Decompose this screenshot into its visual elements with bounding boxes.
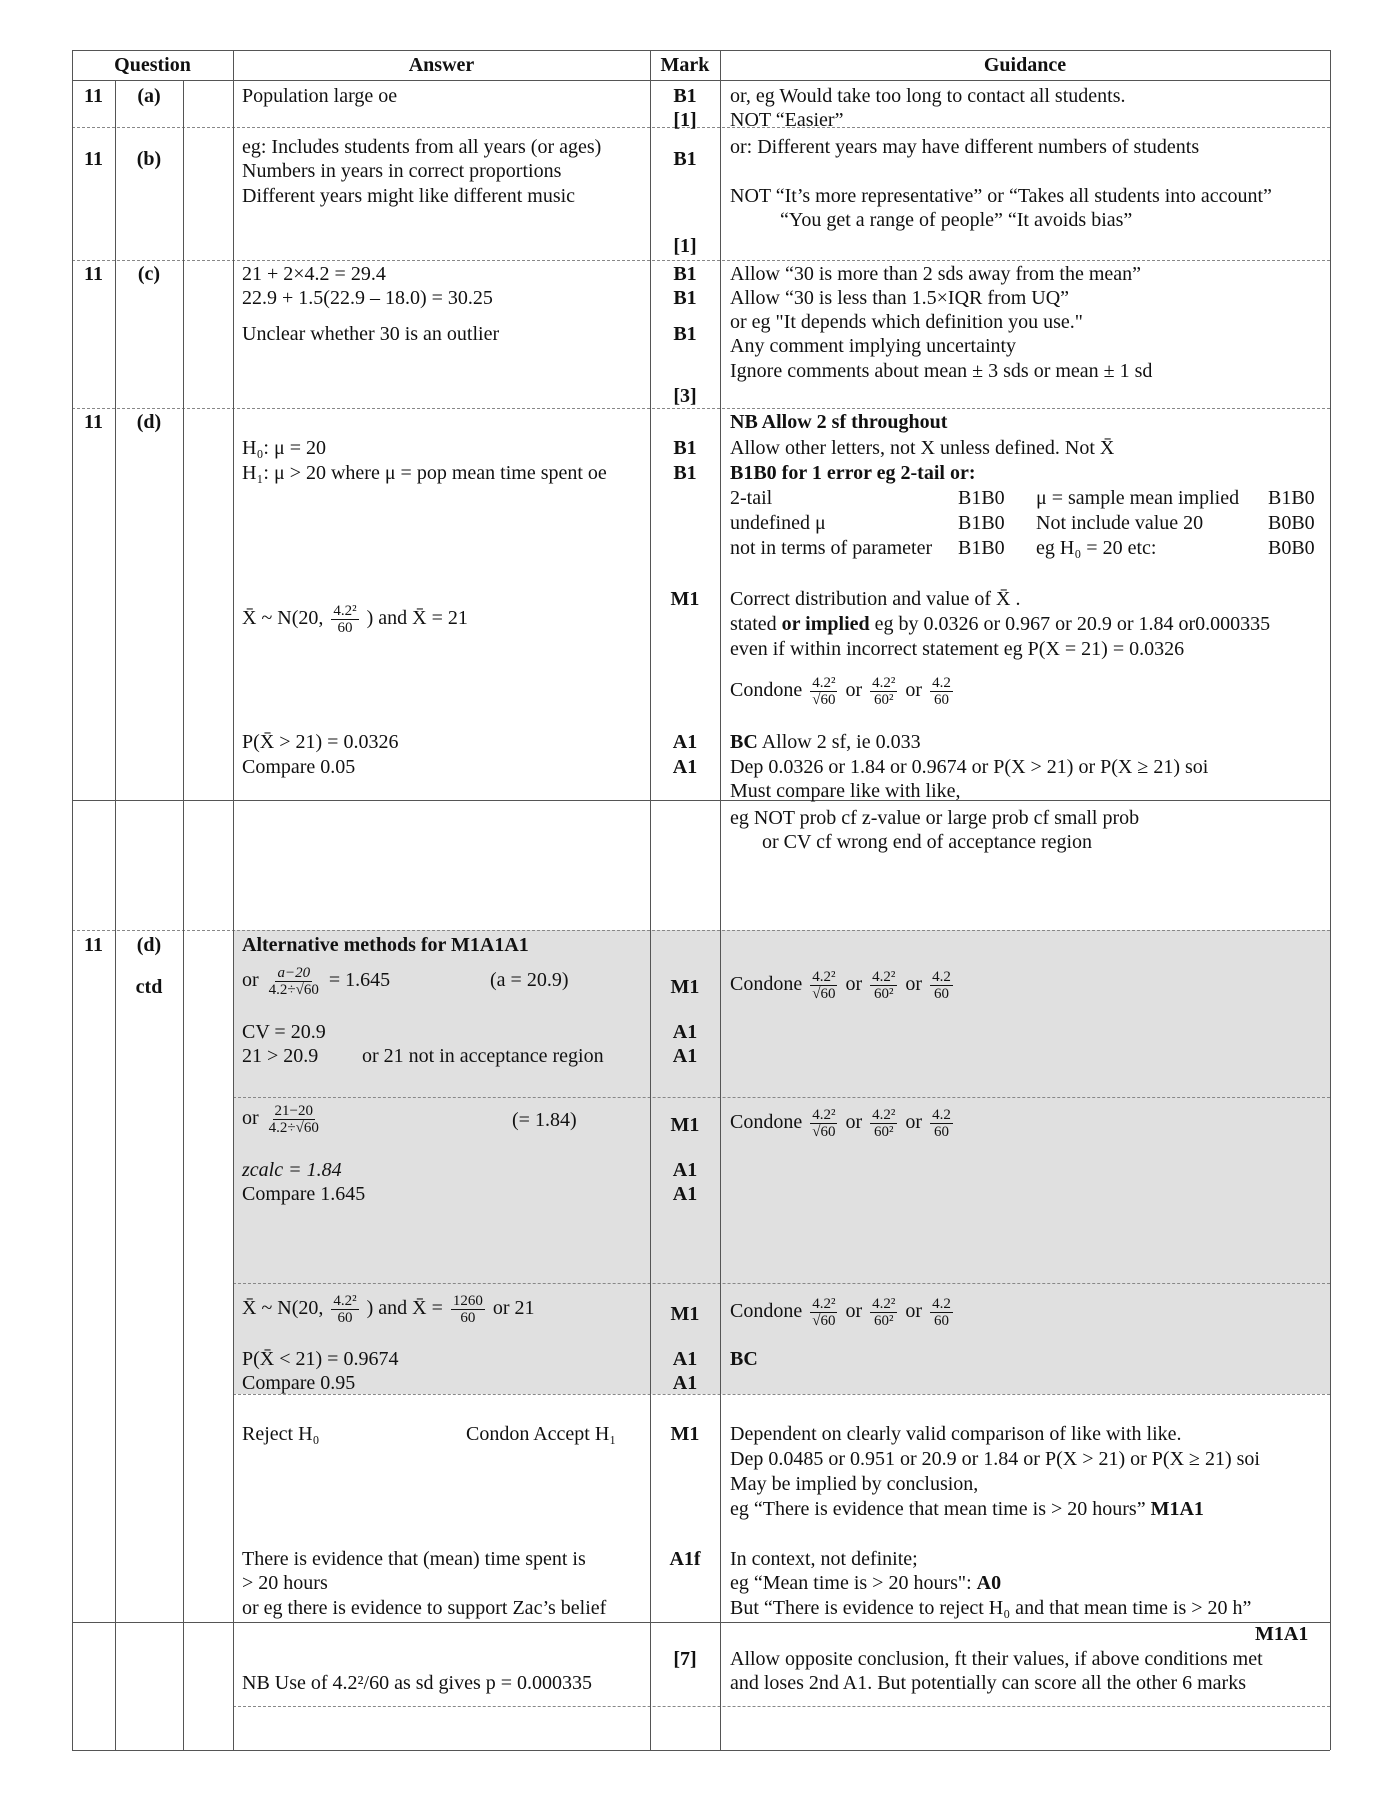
- dist-den: 60: [337, 619, 353, 636]
- or-text: or: [905, 1111, 923, 1133]
- guidance-text: In context, not definite;: [730, 1548, 918, 1570]
- rule: [72, 1750, 1330, 1751]
- guidance-text: But “There is evidence to reject H₀ and that mean time is > 20 h”: [730, 1597, 1252, 1619]
- question-number: 11: [84, 411, 103, 433]
- condone-frac-2: [870, 969, 897, 1002]
- guidance-text: [730, 612, 1270, 636]
- answer-text: Compare 0.95: [242, 1372, 356, 1394]
- col-line: [233, 50, 234, 1750]
- guidance-text: Allow opposite conclusion, ft their values, if above conditions met: [730, 1648, 1263, 1670]
- mark-total: [7]: [673, 1648, 697, 1670]
- answer-text: Condon Accept H₁: [466, 1423, 617, 1445]
- guidance-text: B1B0: [958, 512, 1005, 534]
- m3-fraction-1: [331, 1293, 358, 1326]
- question-part: (c): [137, 263, 161, 285]
- condone-frac-2: [870, 1107, 897, 1140]
- alt-method-3: [242, 1290, 535, 1326]
- frac-den: 60: [337, 1309, 353, 1326]
- condone-frac-3: [930, 1107, 953, 1140]
- answer-text: 22.9 + 1.5(22.9 – 18.0) = 30.25: [242, 287, 493, 309]
- col-line: [115, 80, 116, 1750]
- condone-label: Condone: [730, 1111, 803, 1133]
- guidance-text: Allow “30 is more than 2 sds away from the mean”: [730, 263, 1142, 285]
- frac-den: 4.2÷√60: [268, 1119, 319, 1136]
- guidance-text: or eg "It depends which definition you use.": [730, 311, 1083, 333]
- frac-den: 60: [933, 1312, 949, 1329]
- answer-text: P(X̄ < 21) = 0.9674: [242, 1348, 399, 1370]
- mark-total: [1]: [673, 235, 697, 257]
- mark: B1: [673, 85, 697, 107]
- guidance-text: Must compare like with like,: [730, 780, 961, 802]
- separator: [72, 260, 1330, 261]
- col-line: [183, 80, 184, 1750]
- frac-den: √60: [812, 985, 836, 1002]
- guidance-text: eg H₀ = 20 etc:: [1036, 537, 1157, 559]
- guidance-text: undefined μ: [730, 512, 826, 534]
- dist-pre: X̄ ~ N(20,: [242, 607, 324, 629]
- guidance-text: Any comment implying uncertainty: [730, 335, 1017, 357]
- guidance-text: Dependent on clearly valid comparison of like with like.: [730, 1423, 1182, 1445]
- or-text: or: [242, 969, 259, 991]
- m1-fraction: [267, 965, 321, 998]
- guidance-text: NB Allow 2 sf throughout: [730, 411, 948, 433]
- guidance-text: 2-tail: [730, 487, 773, 509]
- frac-num: a−20: [277, 964, 311, 981]
- alt-method-1: [242, 962, 390, 998]
- stated-post: eg by 0.0326 or 0.967 or 20.9 or 1.84 or0.000335: [869, 613, 1271, 635]
- question-number: 11: [84, 85, 103, 107]
- guidance-text: [730, 730, 921, 754]
- frac-num: 4.2²: [872, 1295, 896, 1312]
- rule: [72, 800, 1330, 801]
- answer-text: eg: Includes students from all years (or ages): [242, 136, 602, 158]
- frac-den: 60²: [874, 691, 894, 708]
- m2-fraction: [267, 1103, 321, 1136]
- or-text: or: [905, 679, 923, 701]
- answer-text: or eg there is evidence to support Zac’s belief: [242, 1597, 607, 1619]
- separator: [233, 1097, 1330, 1098]
- mark-total: [1]: [673, 109, 697, 131]
- frac-num: 4.2²: [812, 674, 836, 691]
- mark: A1: [672, 731, 698, 753]
- condone-frac-3: [930, 675, 953, 708]
- condone-frac-1: [810, 969, 837, 1002]
- question-part: (d): [136, 411, 162, 433]
- question-number: 11: [84, 934, 103, 956]
- guidance-text: NOT “Easier”: [730, 109, 844, 131]
- question-part: (b): [136, 148, 162, 170]
- col-line: [720, 50, 721, 1750]
- guidance-text: B0B0: [1268, 512, 1315, 534]
- m1-eq: = 1.645: [328, 969, 391, 991]
- col-line: [1330, 50, 1331, 1750]
- frac-num: 4.2²: [333, 1292, 357, 1309]
- bc-text: Allow 2 sf, ie 0.033: [757, 731, 921, 753]
- or-text: or: [845, 1300, 863, 1322]
- answer-text: > 20 hours: [242, 1572, 328, 1594]
- frac-num: 4.2²: [812, 1295, 836, 1312]
- mark: A1: [672, 1159, 698, 1181]
- stated-bold: or implied: [781, 613, 870, 635]
- condone-frac-1: [810, 675, 837, 708]
- frac-num: 4.2²: [872, 968, 896, 985]
- answer-text: Compare 0.05: [242, 756, 356, 778]
- guidance-text: not in terms of parameter: [730, 537, 933, 559]
- mark: B1: [673, 287, 697, 309]
- dist-fraction: [331, 603, 358, 636]
- dist-post: ) and X̄ = 21: [366, 607, 468, 629]
- mark: M1: [670, 588, 700, 610]
- or-text: or: [845, 1111, 863, 1133]
- frac-num: 4.2²: [812, 1106, 836, 1123]
- condone-line: [730, 1293, 956, 1329]
- m3-post: or 21: [492, 1297, 535, 1319]
- answer-text: Unclear whether 30 is an outlier: [242, 323, 500, 345]
- frac-den: 60: [933, 985, 949, 1002]
- frac-num: 4.2: [932, 968, 951, 985]
- frac-den: √60: [812, 1123, 836, 1140]
- eg-mark: M1A1: [1150, 1498, 1204, 1520]
- mark: B1: [673, 462, 697, 484]
- col-line: [72, 50, 73, 1750]
- question-ctd: ctd: [135, 976, 163, 998]
- m1-note: (a = 20.9): [490, 969, 569, 991]
- answer-text: CV = 20.9: [242, 1021, 326, 1043]
- separator: [233, 1394, 1330, 1395]
- mark: M1: [670, 1423, 700, 1445]
- guidance-text: May be implied by conclusion,: [730, 1473, 979, 1495]
- condone-frac-1: [810, 1296, 837, 1329]
- frac-num: 4.2: [932, 674, 951, 691]
- frac-num: 1260: [452, 1292, 483, 1309]
- mark: B1: [673, 323, 697, 345]
- answer-text: P(X̄ > 21) = 0.0326: [242, 731, 399, 753]
- mark: A1: [672, 1183, 698, 1205]
- separator: [233, 1283, 1330, 1284]
- separator: [72, 408, 1330, 409]
- mark: A1f: [669, 1548, 701, 1570]
- answer-text: H₁: μ > 20 where μ = pop mean time spent oe: [242, 462, 607, 484]
- eg-mark: A0: [976, 1572, 1002, 1594]
- guidance-text: [730, 1571, 1001, 1595]
- stated-pre: stated: [730, 613, 782, 635]
- condone-frac-1: [810, 1107, 837, 1140]
- m3-fraction-2: [451, 1293, 485, 1326]
- guidance-text: B1B0 for 1 error eg 2-tail or:: [730, 462, 976, 484]
- guidance-text: [730, 1497, 1204, 1521]
- condone-frac-3: [930, 1296, 953, 1329]
- guidance-text: B1B0: [958, 537, 1005, 559]
- header-guidance: Guidance: [983, 54, 1067, 76]
- guidance-text: B1B0: [958, 487, 1005, 509]
- mark: M1: [670, 1303, 700, 1325]
- condone-frac-2: [870, 675, 897, 708]
- guidance-text: Correct distribution and value of X̄ .: [730, 588, 1021, 610]
- separator: [72, 930, 1330, 931]
- question-number: 11: [84, 148, 103, 170]
- header-answer: Answer: [408, 54, 475, 76]
- mark: M1: [670, 976, 700, 998]
- answer-text: H₀: μ = 20: [242, 437, 326, 459]
- guidance-text: or, eg Would take too long to contact all students.: [730, 85, 1126, 107]
- answer-text: Different years might like different music: [242, 185, 576, 207]
- mark: M1: [670, 1114, 700, 1136]
- guidance-mark: M1A1: [1255, 1623, 1309, 1645]
- guidance-text: even if within incorrect statement eg P(X = 21) = 0.0326: [730, 638, 1185, 660]
- or-text: or: [905, 973, 923, 995]
- or-text: or: [242, 1107, 259, 1129]
- mark: A1: [672, 1372, 698, 1394]
- mark: B1: [673, 148, 697, 170]
- eg-text: eg “Mean time is > 20 hours":: [730, 1572, 977, 1594]
- question-part: (a): [137, 85, 161, 107]
- frac-num: 4.2: [932, 1295, 951, 1312]
- condone-frac-2: [870, 1296, 897, 1329]
- guidance-text: Allow other letters, not X unless defined. Not X̄: [730, 437, 1115, 459]
- frac-den: 4.2÷√60: [268, 981, 319, 998]
- guidance-text: BC: [730, 1348, 758, 1370]
- answer-text: Population large oe: [242, 85, 398, 107]
- answer-text: or 21 not in acceptance region: [362, 1045, 604, 1067]
- frac-den: 60: [933, 1123, 949, 1140]
- condone-frac-3: [930, 969, 953, 1002]
- frac-den: √60: [812, 1312, 836, 1329]
- answer-text: zcalc = 1.84: [242, 1159, 342, 1181]
- frac-den: 60²: [874, 1123, 894, 1140]
- guidance-text: B1B0: [1268, 487, 1315, 509]
- frac-num: 4.2²: [872, 1106, 896, 1123]
- guidance-text: B0B0: [1268, 537, 1315, 559]
- frac-num: 4.2²: [812, 968, 836, 985]
- answer-text: 21 + 2×4.2 = 29.4: [242, 263, 386, 285]
- mark: A1: [672, 1045, 698, 1067]
- guidance-text: μ = sample mean implied: [1036, 487, 1240, 509]
- guidance-text: eg NOT prob cf z-value or large prob cf small prob: [730, 807, 1140, 829]
- frac-num: 4.2²: [872, 674, 896, 691]
- condone-label: Condone: [730, 679, 803, 701]
- guidance-text: Not include value 20: [1036, 512, 1204, 534]
- header-question: Question: [114, 54, 191, 76]
- rule: [72, 1622, 1330, 1623]
- condone-line: [730, 672, 956, 708]
- m2-note: (= 1.84): [512, 1109, 577, 1131]
- or-text: or: [905, 1300, 923, 1322]
- separator: [233, 1706, 1330, 1707]
- answer-text: There is evidence that (mean) time spent is: [242, 1548, 586, 1570]
- guidance-text: “You get a range of people” “It avoids bias”: [780, 209, 1133, 231]
- guidance-text: Dep 0.0326 or 1.84 or 0.9674 or P(X > 21) or P(X ≥ 21) soi: [730, 756, 1209, 778]
- alt-method-2: [242, 1100, 324, 1136]
- answer-text: 21 > 20.9: [242, 1045, 319, 1067]
- mark: A1: [672, 1348, 698, 1370]
- frac-num: 4.2: [932, 1106, 951, 1123]
- guidance-text: NOT “It’s more representative” or “Takes all students into account”: [730, 185, 1272, 207]
- eg-text: eg “There is evidence that mean time is > 20 hours”: [730, 1498, 1146, 1520]
- mark-total: [3]: [673, 385, 697, 407]
- guidance-text: Ignore comments about mean ± 3 sds or mean ± 1 sd: [730, 360, 1153, 382]
- guidance-text: Allow “30 is less than 1.5×IQR from UQ”: [730, 287, 1070, 309]
- guidance-text: and loses 2nd A1. But potentially can score all the other 6 marks: [730, 1672, 1246, 1694]
- rule: [72, 80, 1330, 81]
- answer-text: Compare 1.645: [242, 1183, 366, 1205]
- condone-label: Condone: [730, 973, 803, 995]
- frac-den: 60: [460, 1309, 476, 1326]
- m3-mid: ) and X̄ =: [366, 1297, 443, 1319]
- or-text: or: [845, 973, 863, 995]
- question-part: (d): [136, 934, 162, 956]
- guidance-text: or: Different years may have different numbers of students: [730, 136, 1200, 158]
- condone-line: [730, 1104, 956, 1140]
- condone-label: Condone: [730, 1300, 803, 1322]
- answer-text: Numbers in years in correct proportions: [242, 160, 562, 182]
- guidance-text: Dep 0.0485 or 0.951 or 20.9 or 1.84 or P(X > 21) or P(X ≥ 21) soi: [730, 1448, 1260, 1470]
- or-text: or: [845, 679, 863, 701]
- answer-text: NB Use of 4.2²/60 as sd gives p = 0.000335: [242, 1672, 593, 1694]
- condone-line: [730, 966, 956, 1002]
- frac-den: 60: [933, 691, 949, 708]
- mark: A1: [672, 756, 698, 778]
- mark: B1: [673, 263, 697, 285]
- frac-num: 21−20: [274, 1102, 314, 1119]
- frac-den: 60²: [874, 985, 894, 1002]
- frac-den: 60²: [874, 1312, 894, 1329]
- header-mark: Mark: [660, 54, 710, 76]
- bc-bold: BC: [730, 731, 758, 753]
- dist-num: 4.2²: [333, 602, 357, 619]
- frac-den: √60: [812, 691, 836, 708]
- answer-text: Reject H₀: [242, 1423, 320, 1445]
- answer-distribution: [242, 600, 468, 636]
- guidance-text: or CV cf wrong end of acceptance region: [762, 831, 1093, 853]
- alt-title: Alternative methods for M1A1A1: [242, 934, 529, 956]
- rule: [72, 50, 1330, 51]
- m3-pre: X̄ ~ N(20,: [242, 1297, 324, 1319]
- mark: A1: [672, 1021, 698, 1043]
- mark: B1: [673, 437, 697, 459]
- question-number: 11: [84, 263, 103, 285]
